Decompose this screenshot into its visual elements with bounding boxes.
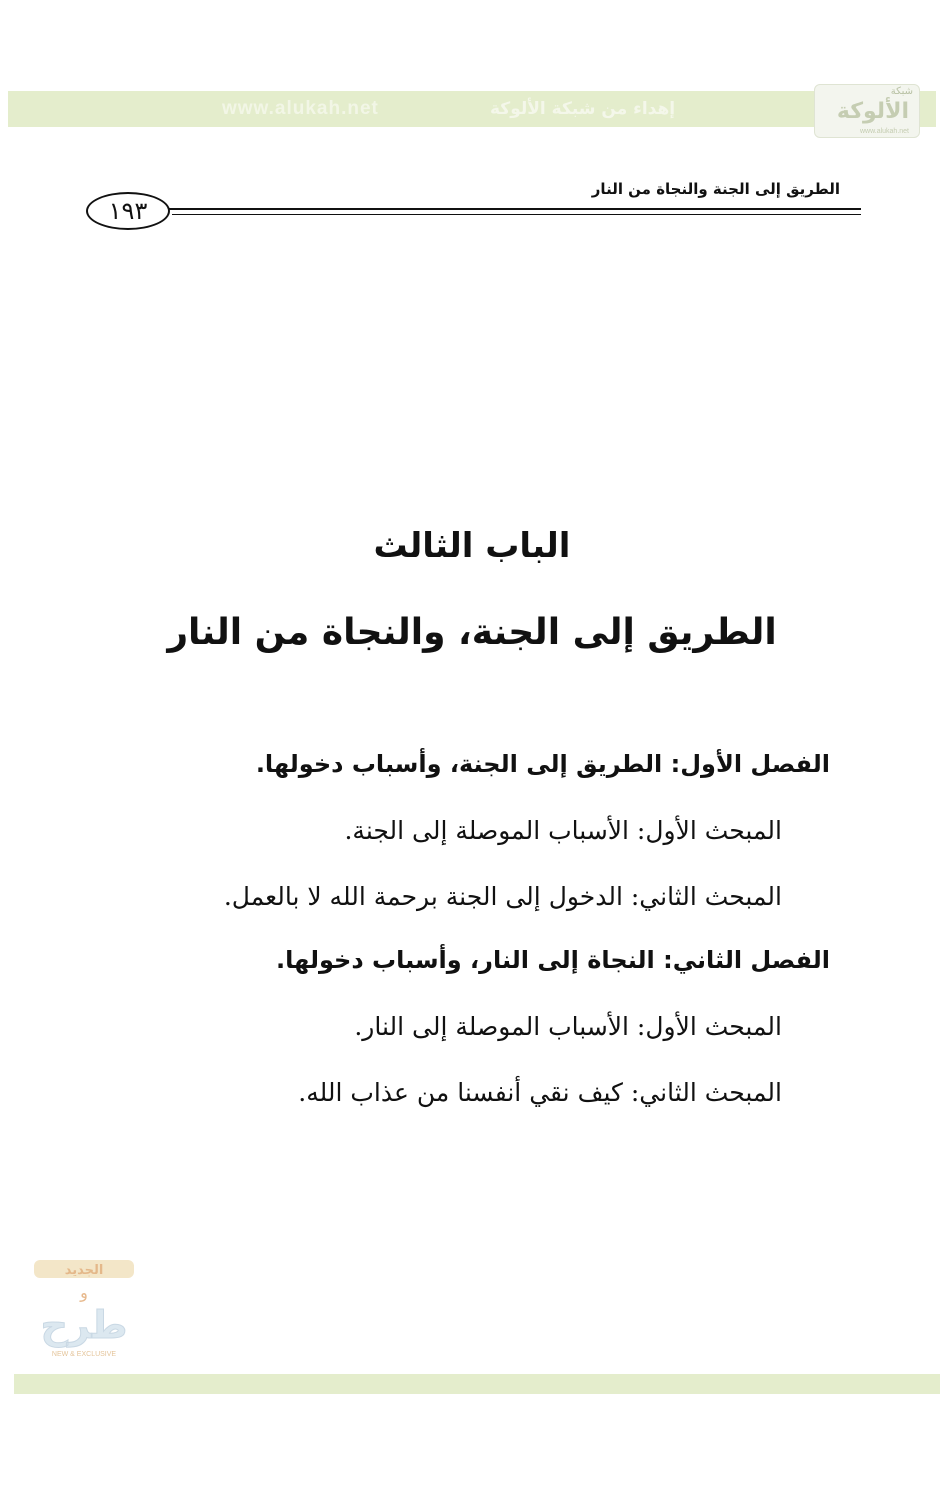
logo-name: الألوكة bbox=[836, 99, 909, 124]
chapter-2-heading: الفصل الثاني: النجاة إلى النار، وأسباب دخولها. bbox=[276, 946, 830, 974]
main-title: الطريق إلى الجنة، والنجاة من النار bbox=[167, 612, 777, 653]
page-number-oval bbox=[86, 192, 170, 230]
watermark-main-text: طرح bbox=[40, 1303, 128, 1347]
chapter-1-section-2: المبحث الثاني: الدخول إلى الجنة برحمة الله لا بالعمل. bbox=[223, 882, 782, 911]
chapter-2-section-2: المبحث الثاني: كيف نقي أنفسنا من عذاب الله. bbox=[298, 1078, 782, 1107]
logo-subtitle: شبكة bbox=[890, 86, 913, 97]
watermark-bottom-text: NEW & EXCLUSIVE bbox=[51, 1351, 117, 1358]
part-title: الباب الثالث bbox=[373, 526, 571, 566]
alukah-logo bbox=[814, 84, 920, 138]
header-rule-thin bbox=[172, 214, 861, 215]
chapter-1-section-1: المبحث الأول: الأسباب الموصلة إلى الجنة. bbox=[344, 816, 782, 845]
header-rule-thick bbox=[168, 208, 861, 210]
top-banner bbox=[8, 91, 936, 127]
watermark-logo bbox=[26, 1252, 144, 1362]
logo-url: www.alukah.net bbox=[859, 128, 909, 135]
bottom-banner bbox=[14, 1374, 940, 1394]
page-number: ١٩٣ bbox=[108, 197, 148, 225]
chapter-1-heading: الفصل الأول: الطريق إلى الجنة، وأسباب دخولها. bbox=[255, 750, 830, 778]
chapter-2-section-1: المبحث الأول: الأسباب الموصلة إلى النار. bbox=[354, 1012, 782, 1041]
watermark-middle-text: و bbox=[80, 1283, 88, 1302]
banner-url-text: www.alukah.net bbox=[222, 98, 379, 119]
banner-gift-text: إهداء من شبكة الألوكة bbox=[490, 99, 676, 119]
running-title: الطريق إلى الجنة والنجاة من النار bbox=[591, 180, 840, 198]
watermark-top-text: الجديد bbox=[64, 1263, 104, 1278]
